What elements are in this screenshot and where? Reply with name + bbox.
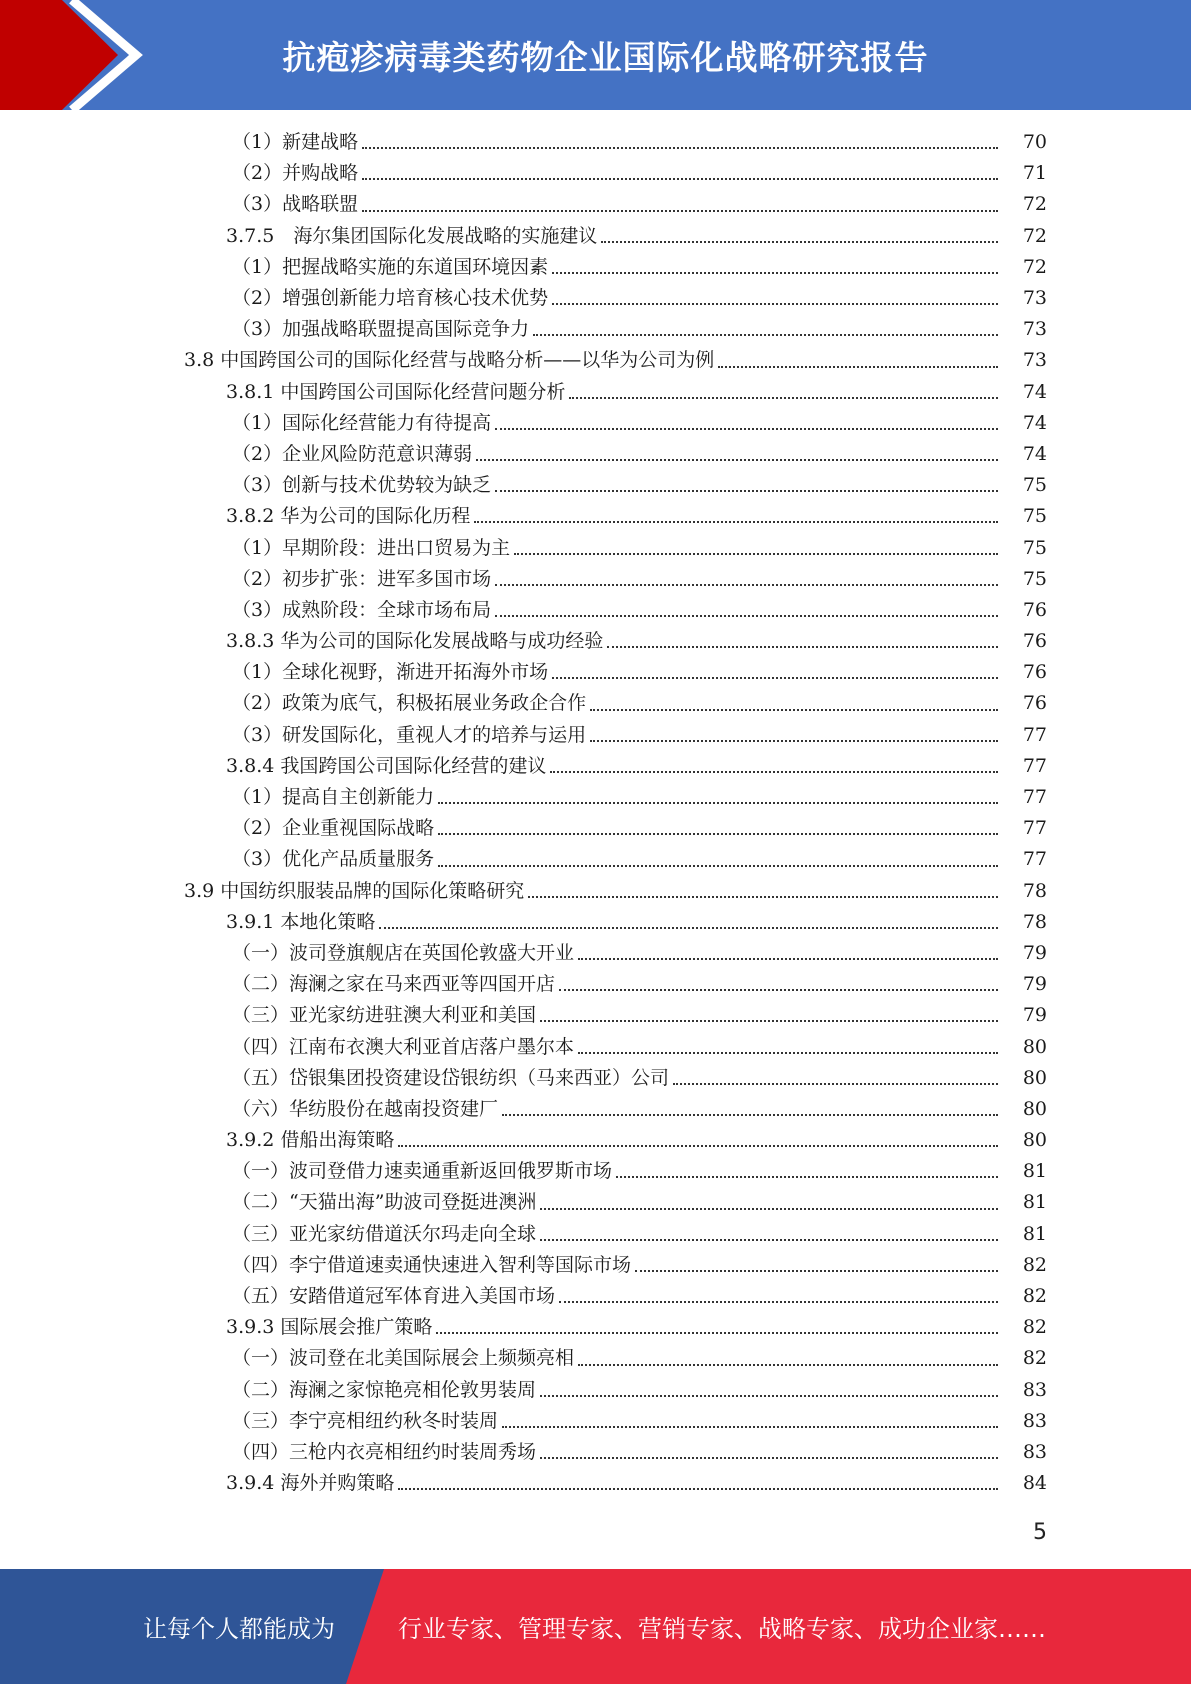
toc-entry-title: （三）亚光家纺进驻澳大利亚和美国 bbox=[232, 1004, 537, 1027]
toc-entry-page: 80 bbox=[1022, 1035, 1047, 1058]
toc-entry-title: 3.9.2 借船出海策略 bbox=[226, 1129, 395, 1152]
toc-entry-title: 3.8.1 中国跨国公司国际化经营问题分析 bbox=[226, 380, 566, 403]
toc-entry[interactable] bbox=[0, 782, 1191, 813]
toc-entry-title: （1）全球化视野，渐进开拓海外市场 bbox=[232, 661, 549, 684]
toc-entry[interactable] bbox=[0, 1094, 1191, 1125]
toc-entry[interactable] bbox=[0, 1125, 1191, 1156]
toc-entry[interactable] bbox=[0, 595, 1191, 626]
toc-entry-title: （四）江南布衣澳大利亚首店落户墨尔本 bbox=[232, 1035, 575, 1058]
toc-entry-title: 3.9.1 本地化策略 bbox=[226, 910, 376, 933]
toc-entry[interactable] bbox=[0, 252, 1191, 283]
toc-entry-page: 72 bbox=[1022, 193, 1047, 216]
toc-entry-title: （2）政策为底气，积极拓展业务政企合作 bbox=[232, 692, 587, 715]
toc-entry[interactable] bbox=[0, 1031, 1191, 1062]
toc-entry-page: 82 bbox=[1022, 1347, 1047, 1370]
toc-dot-leader bbox=[590, 708, 998, 711]
toc-dot-leader bbox=[436, 1331, 998, 1334]
toc-dot-leader bbox=[552, 676, 998, 679]
toc-entry-title: （五）安踏借道冠军体育进入美国市场 bbox=[232, 1285, 556, 1308]
report-title: 抗疱疹病毒类药物企业国际化战略研究报告 bbox=[282, 37, 929, 77]
toc-entry[interactable] bbox=[0, 158, 1191, 189]
toc-entry-page: 75 bbox=[1022, 567, 1047, 590]
toc-entry[interactable] bbox=[0, 1187, 1191, 1218]
toc-dot-leader bbox=[718, 365, 998, 368]
toc-entry[interactable] bbox=[0, 751, 1191, 782]
toc-dot-leader bbox=[569, 396, 998, 399]
toc-dot-leader bbox=[533, 333, 998, 336]
toc-dot-leader bbox=[540, 1019, 998, 1022]
toc-entry[interactable] bbox=[0, 283, 1191, 314]
toc-entry[interactable] bbox=[0, 1063, 1191, 1094]
toc-entry-page: 79 bbox=[1022, 1004, 1047, 1027]
toc-entry-title: 3.7.5 海尔集团国际化发展战略的实施建议 bbox=[226, 224, 598, 247]
toc-entry[interactable] bbox=[0, 564, 1191, 595]
toc-entry[interactable] bbox=[0, 938, 1191, 969]
toc-entry-page: 77 bbox=[1022, 754, 1047, 777]
toc-entry[interactable] bbox=[0, 1375, 1191, 1406]
toc-entry-page: 75 bbox=[1022, 536, 1047, 559]
toc-entry[interactable] bbox=[0, 1156, 1191, 1187]
toc-dot-leader bbox=[607, 645, 998, 648]
toc-entry-title: 3.8 中国跨国公司的国际化经营与战略分析——以华为公司为例 bbox=[184, 349, 715, 372]
toc-dot-leader bbox=[540, 1207, 998, 1210]
toc-entry-page: 75 bbox=[1022, 505, 1047, 528]
toc-entry[interactable] bbox=[0, 439, 1191, 470]
toc-entry-page: 83 bbox=[1022, 1409, 1047, 1432]
toc-dot-leader bbox=[578, 957, 998, 960]
toc-entry-title: （四）李宁借道速卖通快速进入智利等国际市场 bbox=[232, 1253, 632, 1276]
toc-entry-title: （3）优化产品质量服务 bbox=[232, 848, 435, 871]
toc-entry-title: 3.8.2 华为公司的国际化历程 bbox=[226, 505, 471, 528]
toc-entry-page: 76 bbox=[1022, 661, 1047, 684]
toc-entry-page: 80 bbox=[1022, 1066, 1047, 1089]
toc-entry-page: 76 bbox=[1022, 630, 1047, 653]
toc-entry-page: 77 bbox=[1022, 786, 1047, 809]
toc-entry[interactable] bbox=[0, 345, 1191, 376]
toc-entry-page: 81 bbox=[1022, 1191, 1047, 1214]
toc-dot-leader bbox=[559, 1300, 998, 1303]
toc-entry[interactable] bbox=[0, 876, 1191, 907]
toc-dot-leader bbox=[362, 209, 998, 212]
toc-entry-title: （六）华纺股份在越南投资建厂 bbox=[232, 1097, 499, 1120]
toc-dot-leader bbox=[495, 583, 998, 586]
toc-entry[interactable] bbox=[0, 813, 1191, 844]
toc-entry-title: （三）李宁亮相纽约秋冬时装周 bbox=[232, 1409, 499, 1432]
toc-entry-title: （一）波司登旗舰店在英国伦敦盛大开业 bbox=[232, 941, 575, 964]
toc-entry-page: 83 bbox=[1022, 1440, 1047, 1463]
toc-entry-title: （2）增强创新能力培育核心技术优势 bbox=[232, 287, 549, 310]
toc-entry[interactable] bbox=[0, 314, 1191, 345]
toc-entry[interactable] bbox=[0, 127, 1191, 158]
toc-dot-leader bbox=[601, 240, 998, 243]
toc-entry-page: 73 bbox=[1022, 287, 1047, 310]
toc-dot-leader bbox=[578, 1363, 998, 1366]
toc-dot-leader bbox=[495, 614, 998, 617]
toc-entry[interactable] bbox=[0, 1000, 1191, 1031]
page-number: 5 bbox=[1033, 1520, 1047, 1545]
toc-dot-leader bbox=[552, 302, 998, 305]
toc-entry[interactable] bbox=[0, 1343, 1191, 1374]
toc-dot-leader bbox=[540, 1456, 998, 1459]
toc-dot-leader bbox=[476, 458, 998, 461]
toc-dot-leader bbox=[362, 177, 998, 180]
toc-dot-leader bbox=[540, 1394, 998, 1397]
toc-dot-leader bbox=[616, 1175, 998, 1178]
toc-entry-page: 75 bbox=[1022, 474, 1047, 497]
toc-entry-page: 74 bbox=[1022, 380, 1047, 403]
toc-entry[interactable] bbox=[0, 969, 1191, 1000]
toc-entry[interactable] bbox=[0, 844, 1191, 875]
toc-entry-title: （二）海澜之家惊艳亮相伦敦男装周 bbox=[232, 1378, 537, 1401]
toc-entry-title: （1）把握战略实施的东道国环境因素 bbox=[232, 255, 549, 278]
toc-entry-title: 3.9.3 国际展会推广策略 bbox=[226, 1316, 433, 1339]
toc-dot-leader bbox=[495, 427, 998, 430]
toc-entry-page: 76 bbox=[1022, 692, 1047, 715]
toc-entry-title: （一）波司登在北美国际展会上频频亮相 bbox=[232, 1347, 575, 1370]
toc-entry[interactable] bbox=[0, 1437, 1191, 1468]
toc-dot-leader bbox=[635, 1269, 998, 1272]
toc-dot-leader bbox=[514, 552, 998, 555]
toc-entry-page: 80 bbox=[1022, 1097, 1047, 1120]
page-footer bbox=[0, 1569, 1191, 1684]
toc-entry-page: 81 bbox=[1022, 1160, 1047, 1183]
toc-entry-page: 80 bbox=[1022, 1129, 1047, 1152]
toc-entry-page: 78 bbox=[1022, 879, 1047, 902]
toc-entry-title: （五）岱银集团投资建设岱银纺织（马来西亚）公司 bbox=[232, 1066, 670, 1089]
toc-entry-title: （2）企业风险防范意识薄弱 bbox=[232, 442, 473, 465]
toc-entry-title: （二）“天猫出海”助波司登挺进澳洲 bbox=[232, 1191, 537, 1214]
toc-dot-leader bbox=[550, 770, 998, 773]
toc-entry-page: 79 bbox=[1022, 941, 1047, 964]
toc-entry-title: （1）新建战略 bbox=[232, 131, 359, 154]
toc-dot-leader bbox=[438, 864, 998, 867]
toc-dot-leader bbox=[398, 1487, 998, 1490]
toc-entry-title: （3）创新与技术优势较为缺乏 bbox=[232, 474, 492, 497]
toc-entry-title: （2）初步扩张：进军多国市场 bbox=[232, 567, 492, 590]
toc-entry-title: 3.9 中国纺织服装品牌的国际化策略研究 bbox=[184, 879, 525, 902]
toc-entry[interactable] bbox=[0, 532, 1191, 563]
toc-entry-title: 3.9.4 海外并购策略 bbox=[226, 1472, 395, 1495]
toc-entry-page: 71 bbox=[1022, 162, 1047, 185]
toc-entry[interactable] bbox=[0, 688, 1191, 719]
toc-entry-title: （1）早期阶段：进出口贸易为主 bbox=[232, 536, 511, 559]
toc-entry[interactable] bbox=[0, 221, 1191, 252]
footer-slogan-left: 让每个人都能成为 bbox=[143, 1615, 335, 1643]
toc-entry[interactable] bbox=[0, 907, 1191, 938]
toc-entry-title: （1）国际化经营能力有待提高 bbox=[232, 411, 492, 434]
toc-entry-title: （一）波司登借力速卖通重新返回俄罗斯市场 bbox=[232, 1160, 613, 1183]
toc-entry-page: 72 bbox=[1022, 224, 1047, 247]
toc-dot-leader bbox=[502, 1425, 998, 1428]
toc-entry-title: （1）提高自主创新能力 bbox=[232, 786, 435, 809]
toc-dot-leader bbox=[559, 988, 998, 991]
toc-entry-page: 82 bbox=[1022, 1285, 1047, 1308]
toc-entry-title: 3.8.3 华为公司的国际化发展战略与成功经验 bbox=[226, 630, 604, 653]
toc-entry-title: （三）亚光家纺借道沃尔玛走向全球 bbox=[232, 1222, 537, 1245]
toc-entry-page: 82 bbox=[1022, 1253, 1047, 1276]
toc-entry-title: （四）三枪内衣亮相纽约时装周秀场 bbox=[232, 1440, 537, 1463]
toc-dot-leader bbox=[552, 271, 998, 274]
toc-entry[interactable] bbox=[0, 1219, 1191, 1250]
toc-dot-leader bbox=[540, 1238, 998, 1241]
toc-dot-leader bbox=[474, 520, 998, 523]
toc-entry[interactable] bbox=[0, 408, 1191, 439]
toc-dot-leader bbox=[362, 146, 998, 149]
toc-entry-title: （2）并购战略 bbox=[232, 162, 359, 185]
toc-dot-leader bbox=[438, 801, 998, 804]
toc-entry[interactable] bbox=[0, 189, 1191, 220]
toc-entry-page: 72 bbox=[1022, 255, 1047, 278]
toc-dot-leader bbox=[438, 832, 998, 835]
toc-dot-leader bbox=[495, 489, 998, 492]
toc-entry[interactable] bbox=[0, 1250, 1191, 1281]
toc-entry-title: （3）成熟阶段：全球市场布局 bbox=[232, 598, 492, 621]
toc-entry-title: （3）研发国际化，重视人才的培养与运用 bbox=[232, 723, 587, 746]
toc-entry[interactable] bbox=[0, 1406, 1191, 1437]
toc-entry[interactable] bbox=[0, 657, 1191, 688]
toc-entry[interactable] bbox=[0, 470, 1191, 501]
toc-entry-title: （二）海澜之家在马来西亚等四国开店 bbox=[232, 973, 556, 996]
toc-dot-leader bbox=[502, 1113, 998, 1116]
toc-entry-page: 78 bbox=[1022, 910, 1047, 933]
toc-entry[interactable] bbox=[0, 1468, 1191, 1499]
toc-entry-page: 77 bbox=[1022, 817, 1047, 840]
toc-entry-page: 77 bbox=[1022, 848, 1047, 871]
toc-dot-leader bbox=[578, 1051, 998, 1054]
toc-entry-page: 73 bbox=[1022, 318, 1047, 341]
toc-entry[interactable] bbox=[0, 720, 1191, 751]
toc-entry[interactable] bbox=[0, 501, 1191, 532]
toc-entry[interactable] bbox=[0, 1312, 1191, 1343]
toc-entry-page: 81 bbox=[1022, 1222, 1047, 1245]
toc-dot-leader bbox=[590, 739, 998, 742]
toc-entry-page: 76 bbox=[1022, 598, 1047, 621]
toc-dot-leader bbox=[673, 1082, 998, 1085]
toc-entry-title: （2）企业重视国际战略 bbox=[232, 817, 435, 840]
toc-entry-page: 79 bbox=[1022, 973, 1047, 996]
toc-entry-page: 73 bbox=[1022, 349, 1047, 372]
toc-entry[interactable] bbox=[0, 1281, 1191, 1312]
toc-entry-title: （3）战略联盟 bbox=[232, 193, 359, 216]
toc-dot-leader bbox=[379, 926, 998, 929]
toc-entry-title: 3.8.4 我国跨国公司国际化经营的建议 bbox=[226, 754, 547, 777]
toc-dot-leader bbox=[528, 895, 998, 898]
toc-entry[interactable] bbox=[0, 377, 1191, 408]
toc-entry-page: 84 bbox=[1022, 1472, 1047, 1495]
toc-entry-page: 70 bbox=[1022, 131, 1047, 154]
footer-slogan-right: 行业专家、管理专家、营销专家、战略专家、成功企业家…… bbox=[398, 1615, 1046, 1643]
toc-dot-leader bbox=[398, 1144, 998, 1147]
toc-entry[interactable] bbox=[0, 626, 1191, 657]
toc-entry-page: 77 bbox=[1022, 723, 1047, 746]
toc-entry-page: 74 bbox=[1022, 411, 1047, 434]
toc-entry-page: 83 bbox=[1022, 1378, 1047, 1401]
toc-entry-title: （3）加强战略联盟提高国际竞争力 bbox=[232, 318, 530, 341]
toc-entry-page: 82 bbox=[1022, 1316, 1047, 1339]
page-header bbox=[0, 0, 1191, 110]
toc-entry-page: 74 bbox=[1022, 442, 1047, 465]
table-of-contents bbox=[0, 127, 1191, 1499]
